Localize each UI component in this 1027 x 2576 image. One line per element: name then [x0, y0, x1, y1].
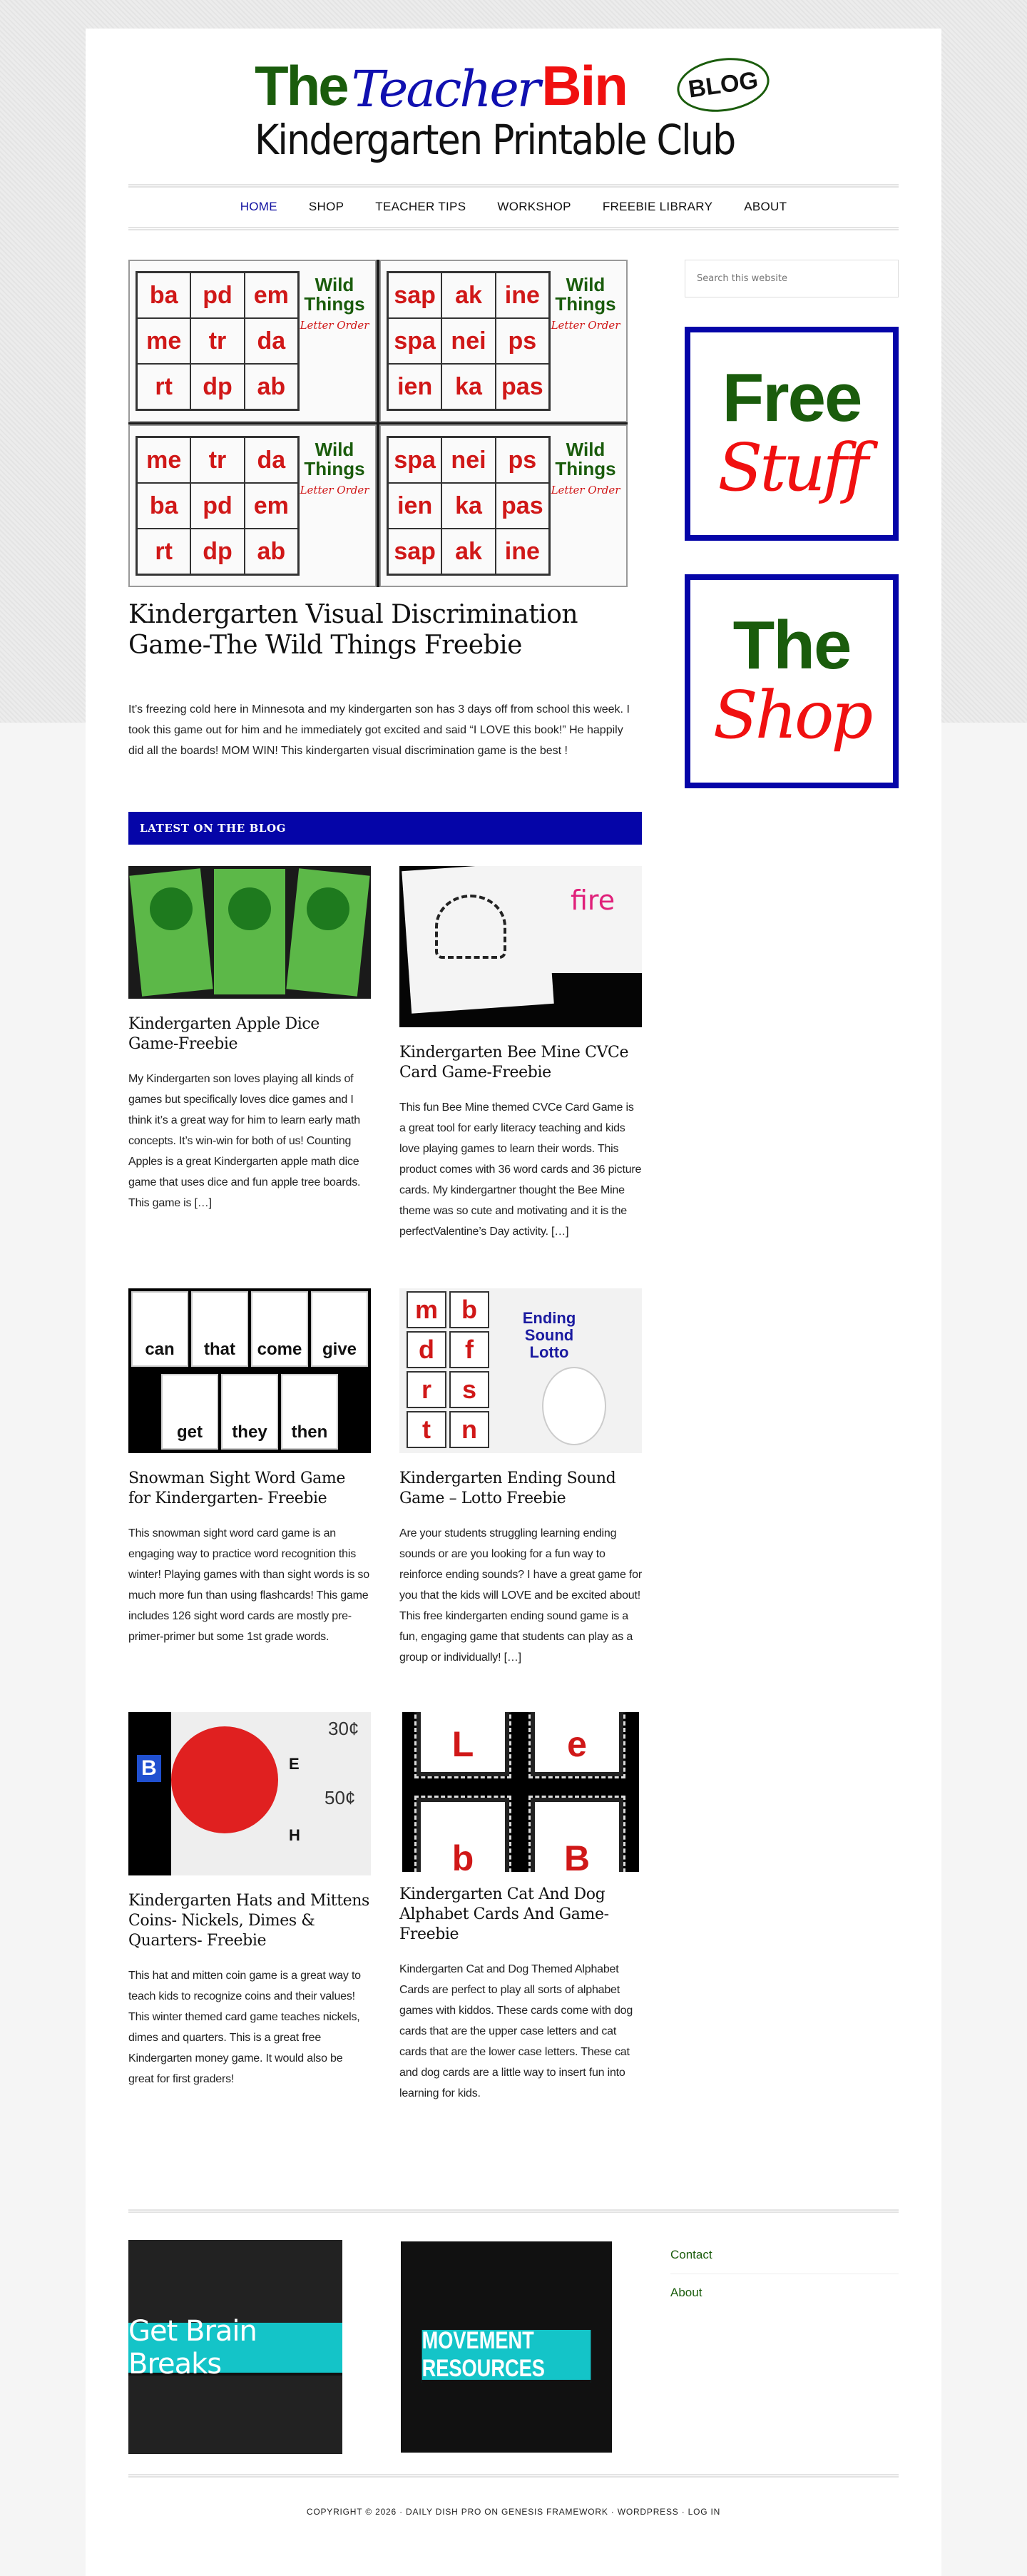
board-word: da [245, 437, 298, 483]
lotto-letter: m [407, 1291, 446, 1328]
post-card [128, 866, 371, 1213]
board-word: ak [441, 529, 495, 574]
sight-word-card: can [131, 1291, 188, 1367]
board-word: tr [190, 437, 244, 483]
footer-link-contact[interactable]: Contact [670, 2242, 899, 2274]
post-thumbnail[interactable] [402, 1712, 639, 1872]
board-word: tr [190, 318, 244, 364]
lotto-letter: d [407, 1331, 446, 1368]
post-excerpt: This hat and mitten coin game is a great way to teach kids to recognize coins and their values! This winter themed card game teaches nickels, dimes and quarters. This is a great free Kindergarten money game. It would also be great for first graders! [128, 1970, 361, 2085]
featured-post-excerpt: It’s freezing cold here in Minnesota and my kindergarten son has 3 days off from school this week. I took this game out for him and he immediately got excited and said “I LOVE this book!” He happily did all the boards! MOM WIN! This kindergarten visual discrimination game is the best ! [128, 703, 630, 757]
game-board [128, 424, 377, 587]
board-word: ab [245, 364, 298, 409]
lotto-letter: f [449, 1331, 489, 1368]
post-thumbnail[interactable] [399, 866, 642, 1027]
post-excerpt: My Kindergarten son loves playing all kinds of games but specifically loves dice games and I think it’s a great way for him to learn early math concepts. It’s win-win for both of us! Counting Apples is a great Kindergarten apple math dice game that uses dice and fun apple tree boards. This game is […] [128, 1073, 361, 1209]
nav-home[interactable]: HOME [240, 200, 277, 213]
sight-word-card: come [251, 1291, 308, 1367]
board-word: pd [190, 483, 244, 529]
thumbnail-label: H [289, 1826, 300, 1844]
post-title[interactable]: Kindergarten Cat And Dog Alphabet Cards And Game-Freebie [399, 1885, 609, 1943]
lotto-letter: r [407, 1371, 446, 1408]
brain-breaks-label: Get Brain Breaks [128, 2323, 342, 2376]
sight-word-card: that [191, 1291, 248, 1367]
nav-workshop[interactable]: WORKSHOP [497, 200, 571, 213]
board-word: dp [190, 529, 244, 574]
post-excerpt: This snowman sight word card game is an engaging way to practice word recognition this winter! Playing games with than sight words is so much more fun than using flashcards! This game includes 126 sight word cards are mostly pre-primer-primer but some 1st grade words. [128, 1527, 369, 1643]
post-excerpt: Kindergarten Cat and Dog Themed Alphabet Cards are perfect to play all sorts of alphabet games with kiddos. These cards come with dog cards that are the upper case letters and cat cards that are the lower case letters. These cat and dog cards are a little way to insert fun into learning for kids. [399, 1963, 633, 2099]
game-board [379, 260, 628, 422]
board-label: Wild Things Letter Order [551, 274, 620, 332]
board-word: pas [496, 483, 549, 529]
board-word: nei [441, 318, 495, 364]
sight-word-card: they [221, 1374, 278, 1450]
board-word: ine [496, 273, 549, 318]
board-label: Wild Things Letter Order [300, 274, 369, 332]
free-stuff-line1: Free [722, 360, 862, 436]
board-word: da [245, 318, 298, 364]
lotto-letter: n [449, 1411, 489, 1448]
logo-bin: Bin [541, 54, 627, 117]
nav-shop[interactable]: SHOP [308, 200, 344, 213]
thumbnail-label: E [289, 1755, 300, 1773]
board-word: nei [441, 437, 495, 483]
shop-line2: Shop [712, 677, 871, 753]
latest-blog-heading: LATEST ON THE BLOG [128, 812, 642, 845]
site-logo[interactable] [255, 54, 770, 164]
footer-menu [670, 2242, 899, 2311]
game-board [128, 260, 377, 422]
main-nav [128, 185, 899, 228]
post-thumbnail[interactable] [128, 866, 371, 999]
sight-word-card: get [161, 1374, 218, 1450]
logo-teacher: Teacher [351, 60, 539, 118]
alphabet-card: e [531, 1712, 623, 1776]
post-thumbnail[interactable] [128, 1712, 371, 1875]
post-title[interactable]: Kindergarten Hats and Mittens Coins- Nickels, Dimes & Quarters- Freebie [128, 1892, 369, 1950]
copyright: COPYRIGHT © 2026 · DAILY DISH PRO ON GENESIS FRAMEWORK · WORDPRESS · LOG IN [306, 2507, 721, 2517]
post-title[interactable]: Kindergarten Bee Mine CVCe Card Game-Freebie [399, 1044, 629, 1081]
post-thumbnail[interactable] [128, 1288, 371, 1453]
board-word: sap [388, 529, 441, 574]
movement-resources-label: MOVEMENT RESOURCES [422, 2330, 591, 2383]
board-word: em [245, 483, 298, 529]
board-word: pas [496, 364, 549, 409]
game-board [379, 424, 628, 587]
sight-word-card: give [311, 1291, 368, 1367]
lotto-letter: t [407, 1411, 446, 1448]
post-card [399, 1712, 642, 2104]
post-card [128, 1288, 371, 1647]
nav-divider-bottom [128, 227, 899, 230]
nav-about[interactable]: ABOUT [744, 200, 787, 213]
post-card [128, 1712, 371, 2089]
board-word: ka [441, 364, 495, 409]
board-label: Wild Things Letter Order [551, 439, 620, 497]
search-input[interactable] [685, 260, 899, 297]
shop-line1: The [732, 607, 851, 683]
logo-blog-badge [673, 52, 772, 117]
board-word: ps [496, 318, 549, 364]
board-word: pd [190, 273, 244, 318]
board-word: me [137, 318, 190, 364]
thumbnail-label: 50¢ [325, 1787, 356, 1808]
movement-resources-banner[interactable] [401, 2241, 612, 2453]
thumbnail-label: B [137, 1755, 161, 1782]
board-word: dp [190, 364, 244, 409]
post-title[interactable]: Snowman Sight Word Game for Kindergarten- Freebie [128, 1470, 345, 1507]
lotto-letter: s [449, 1371, 489, 1408]
logo-the: The [255, 54, 347, 117]
board-word: spa [388, 437, 441, 483]
featured-post-image[interactable] [128, 260, 628, 587]
footer-widgets-divider [128, 2209, 899, 2213]
logo-blog-text: BLOG [686, 66, 760, 103]
alphabet-card: b [417, 1798, 509, 1872]
board-word: ien [388, 483, 441, 529]
thumbnail-label: 30¢ [328, 1718, 359, 1739]
post-excerpt: This fun Bee Mine themed CVCe Card Game is a great tool for early literacy teaching and kids love playing games to learn their words. This product comes with 36 word cards and 36 picture cards. My kindergartner thought the Bee Mine theme was so cute and motivating and it is the perfectValentine’s Day activity. […] [399, 1101, 642, 1238]
board-word: ba [137, 273, 190, 318]
board-word: spa [388, 318, 441, 364]
board-word: ka [441, 483, 495, 529]
footer-divider [128, 2474, 899, 2478]
board-word: sap [388, 273, 441, 318]
nav-freebie-library[interactable]: FREEBIE LIBRARY [602, 200, 713, 213]
post-title[interactable]: Kindergarten Apple Dice Game-Freebie [128, 1015, 320, 1053]
lotto-letter: b [449, 1291, 489, 1328]
board-word: rt [137, 529, 190, 574]
board-word: ine [496, 529, 549, 574]
thumbnail-label: Ending Sound Lotto [522, 1309, 576, 1361]
alphabet-card: B [531, 1798, 623, 1872]
logo-tagline: Kindergarten Printable Club [255, 116, 735, 164]
the-shop-banner[interactable] [685, 574, 899, 788]
post-card [399, 866, 642, 1242]
brain-breaks-banner[interactable] [128, 2240, 342, 2454]
free-stuff-line2: Stuff [717, 429, 866, 506]
free-stuff-banner[interactable] [685, 327, 899, 541]
board-word: ab [245, 529, 298, 574]
board-word: rt [137, 364, 190, 409]
post-title[interactable]: Kindergarten Ending Sound Game – Lotto Freebie [399, 1470, 616, 1507]
board-word: ba [137, 483, 190, 529]
sight-word-card: then [281, 1374, 338, 1450]
post-thumbnail[interactable] [399, 1288, 642, 1453]
featured-post-title[interactable]: Kindergarten Visual Discrimination Game-The Wild Things Freebie [128, 600, 578, 660]
board-word: em [245, 273, 298, 318]
nav-teacher-tips[interactable]: TEACHER TIPS [375, 200, 466, 213]
footer-link-about[interactable]: About [670, 2286, 702, 2299]
thumbnail-word: fire [571, 885, 615, 916]
board-word: ien [388, 364, 441, 409]
board-label: Wild Things Letter Order [300, 439, 369, 497]
post-card [399, 1288, 642, 1668]
board-word: me [137, 437, 190, 483]
alphabet-card: L [417, 1712, 509, 1776]
board-word: ak [441, 273, 495, 318]
post-excerpt: Are your students struggling learning ending sounds or are you looking for a fun way to reinforce ending sounds? I have a great game for you that the kids will LOVE and be excited about! This free kindergarten ending sound game is a fun, engaging game that students can play as a group or individually! […] [399, 1527, 642, 1664]
site-container [86, 29, 941, 2576]
board-word: ps [496, 437, 549, 483]
